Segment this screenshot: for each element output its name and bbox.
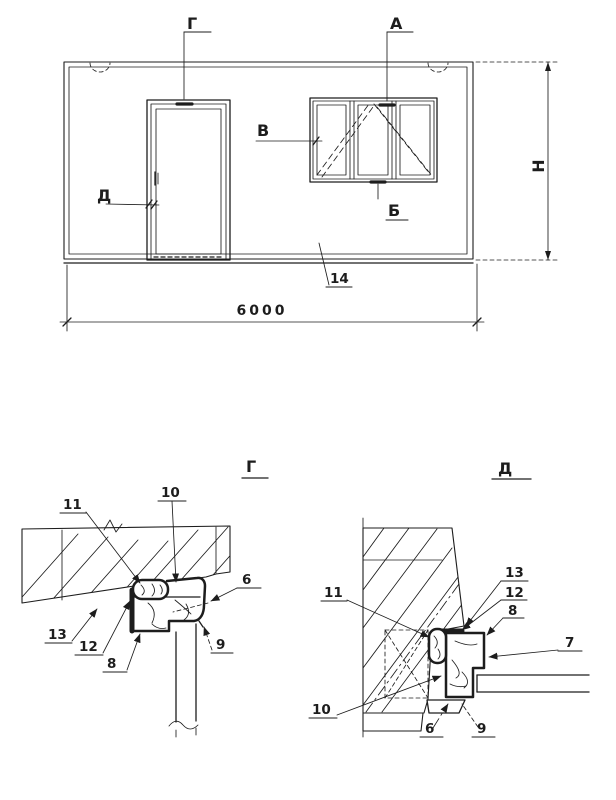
callout-12-label: 12 bbox=[505, 585, 524, 601]
callout-10-label: 10 bbox=[312, 702, 331, 718]
detail-d-title: Д bbox=[498, 459, 513, 478]
callout-8-label: 8 bbox=[508, 603, 518, 619]
callout-7-label: 7 bbox=[565, 635, 575, 651]
gasket bbox=[429, 629, 446, 663]
callout-b-label: Б bbox=[388, 201, 401, 220]
gasket bbox=[133, 580, 168, 599]
callout-8-label: 8 bbox=[107, 656, 117, 672]
sill-strip bbox=[363, 713, 423, 731]
callout-9-label: 9 bbox=[477, 721, 487, 737]
callout-13-label: 13 bbox=[48, 627, 67, 643]
callout-12-label: 12 bbox=[79, 639, 98, 655]
section-mark-a-label: А bbox=[390, 14, 403, 33]
wall-outline-outer bbox=[64, 62, 473, 259]
callout-14-label: 14 bbox=[330, 271, 349, 287]
dimension-height-value: H bbox=[529, 159, 548, 173]
detail-g-title: Г bbox=[246, 457, 257, 476]
section-mark-g-label: Г bbox=[187, 14, 198, 33]
callout-11-label: 11 bbox=[63, 497, 82, 513]
callout-13-label: 13 bbox=[505, 565, 524, 581]
callout-6-label: 6 bbox=[242, 572, 252, 588]
callout-6-label: 6 bbox=[425, 721, 435, 737]
callout-9-label: 9 bbox=[216, 637, 226, 653]
dimension-width-value: 6000 bbox=[236, 303, 288, 319]
callout-d-label: Д bbox=[97, 186, 112, 205]
callout-v-label: В bbox=[257, 121, 270, 140]
callout-11-label: 11 bbox=[324, 585, 343, 601]
callout-10-label: 10 bbox=[161, 485, 180, 501]
